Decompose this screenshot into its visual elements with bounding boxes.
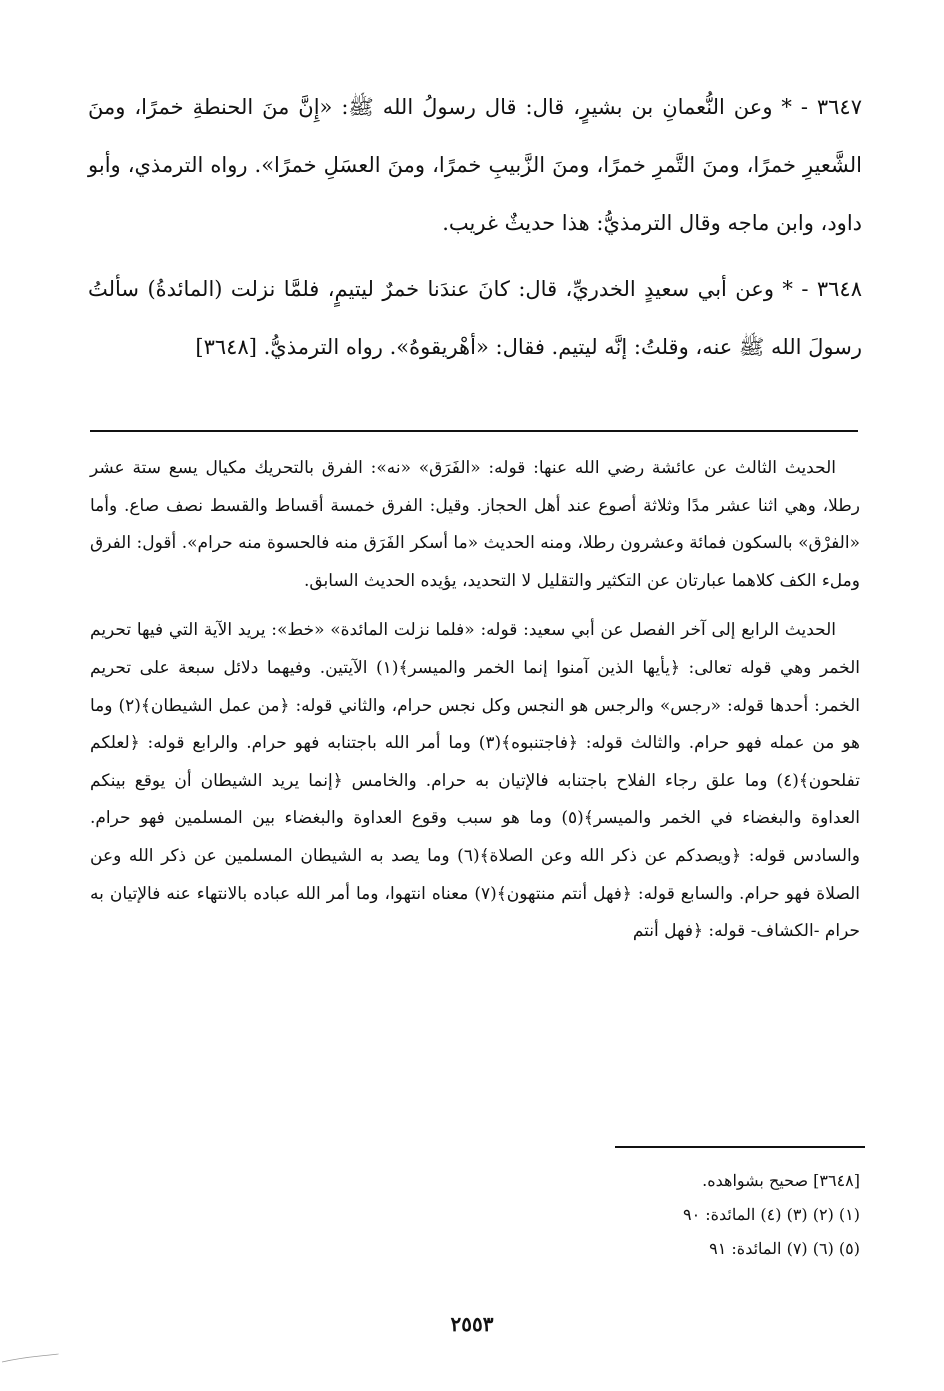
commentary-paragraph-1: الحديث الثالث عن عائشة رضي الله عنها: قوله: «الفَرَق» «نه»: الفرق بالتحريك مكيال يسع ستة عشر رطلا، وهي اثنا عشر مدًا وثلاثة أصوع عند أهل الحجاز. وقيل: الفرق خمسة أقساط والقسط نصف صاع. وأما «الفرْق» بالسكون فمائة وعشرون رطلا، ومنه الحديث «ما أسكر الفَرَق منه فالحسوة منه حرام». أقول: الفرق وملء الكف كلاهما عبارتان عن التكثير والتقليل لا التحديد، يؤيده الحديث السابق. [90, 458, 860, 591]
page-number: ٢٥٥٣ [450, 1312, 494, 1336]
scan-mark [0, 1352, 60, 1364]
hadith-3647: ٣٦٤٧ - * وعن النُّعمانِ بن بشيرٍ، قال: قال رسولُ الله ﷺ: «إِنَّ منَ الحنطةِ خمرًا، ومنَ الشَّعيرِ خمرًا، ومنَ التَّمرِ خمرًا، ومنَ الزَّبيبِ خمرًا، ومنَ العسَلِ خمرًا». رواه الترمذي، وأبو داود، وابن ماجه وقال الترمذيُّ: هذا حديثٌ غريب. [88, 95, 862, 235]
footnote-grading: [٣٦٤٨] صحيح بشواهده. [702, 1171, 860, 1190]
hadith-section [88, 78, 862, 384]
commentary-section [90, 450, 860, 963]
footnote-reference-90: (١) (٢) (٣) (٤) المائدة: ٩٠ [682, 1205, 860, 1224]
hadith-3648: ٣٦٤٨ - * وعن أبي سعيدٍ الخدريِّ، قال: كانَ عندَنا خمرٌ ليتيمٍ، فلمَّا نزلت (المائدةُ) سألتُ رسولَ الله ﷺ عنه، وقلتُ: إنَّه ليتيم. فقال: «أهْريقوهُ». رواه الترمذيُّ. [٣٦٤٨] [88, 277, 862, 359]
commentary-paragraph-2: الحديث الرابع إلى آخر الفصل عن أبي سعيد: قوله: «فلما نزلت المائدة» «خط»: يريد الآية التي فيها تحريم الخمر وهي قوله تعالى: ﴿يأيها الذين آمنوا إنما الخمر والميسر﴾(١) الآيتين. وفيهما دلائل سبعة على تحريم الخمر: أحدها قوله: «رجس» والرجس هو النجس وكل نجس حرام، والثاني قوله: ﴿من عمل الشيطان﴾(٢) وما هو من عمله فهو حرام. والثالث قوله: ﴿فاجتنبوه﴾(٣) وما أمر الله باجتنابه فهو حرام. والرابع قوله: ﴿لعلكم تفلحون﴾(٤) وما علق رجاء الفلاح باجتنابه فالإتيان به حرام. والخامس ﴿إنما يريد الشيطان أن يوقع بينكم العداوة والبغضاء في الخمر والميسر﴾(٥) وما هو سبب وقوع العداوة والبغضاء بين المسلمين فهو حرام. والسادس قوله: ﴿ويصدكم عن ذكر الله وعن الصلاة﴾(٦) وما يصد به الشيطان المسلمين عن ذكر الله وعن الصلاة فهو حرام. والسابع قوله: ﴿فهل أنتم منتهون﴾(٧) معناه انتهوا، وما أمر الله عباده بالانتهاء عنه فالإتيان به حرام -الكشاف- قوله: ﴿فهل أنتم [90, 620, 861, 942]
footnote-reference-91: (٥) (٦) (٧) المائدة: ٩١ [709, 1239, 860, 1258]
section-divider [90, 430, 858, 432]
footnote-divider [615, 1146, 865, 1148]
footnotes [500, 1164, 860, 1266]
